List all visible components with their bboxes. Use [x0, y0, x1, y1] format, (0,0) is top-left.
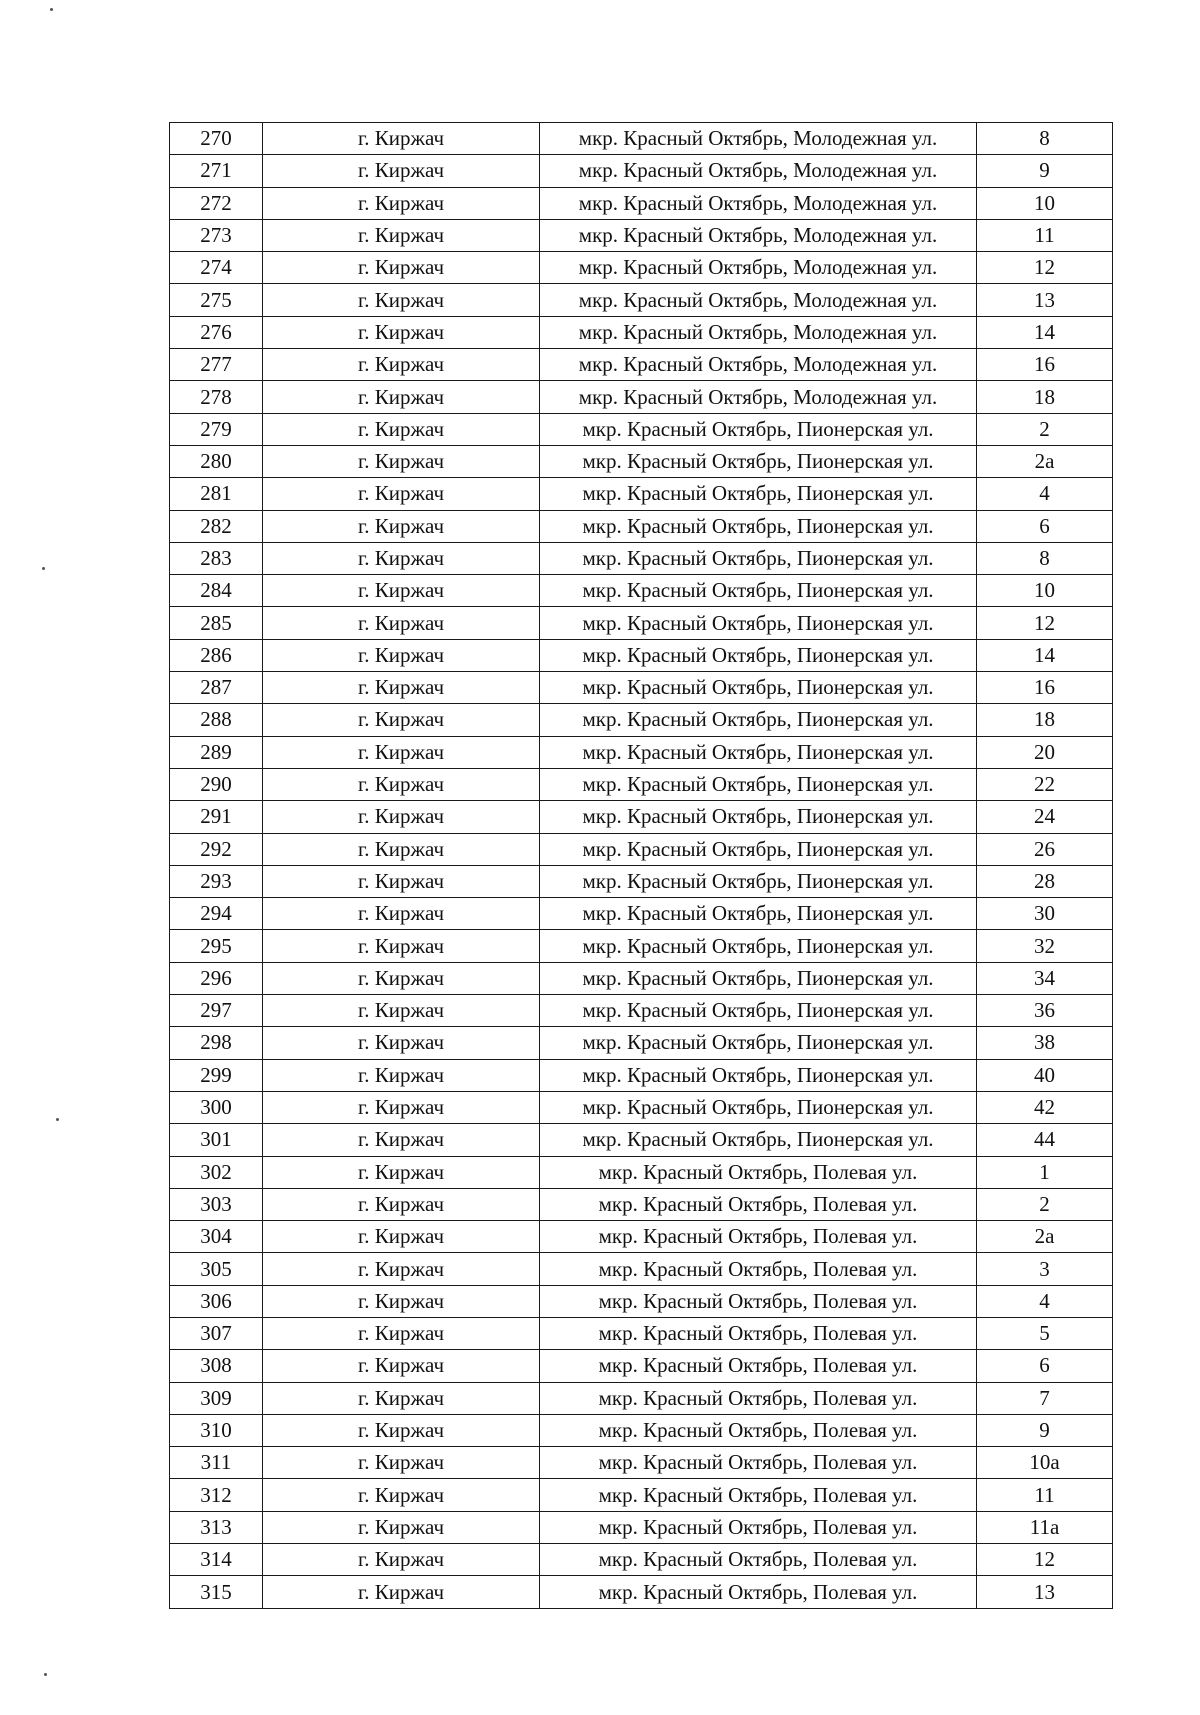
street-cell: мкр. Красный Октябрь, Полевая ул.: [540, 1479, 977, 1511]
street-cell: мкр. Красный Октябрь, Пионерская ул.: [540, 1124, 977, 1156]
table-row: [170, 1124, 1113, 1156]
row-number-cell: 304: [170, 1221, 263, 1253]
scan-speck: [50, 8, 53, 11]
house-number-cell: 30: [977, 898, 1113, 930]
table-row: [170, 123, 1113, 155]
city-cell: г. Киржач: [263, 1447, 540, 1479]
street-cell: мкр. Красный Октябрь, Полевая ул.: [540, 1447, 977, 1479]
city-cell: г. Киржач: [263, 1285, 540, 1317]
street-cell: мкр. Красный Октябрь, Пионерская ул.: [540, 1059, 977, 1091]
street-cell: мкр. Красный Октябрь, Молодежная ул.: [540, 219, 977, 251]
table-row: [170, 1285, 1113, 1317]
table-row: [170, 704, 1113, 736]
house-number-cell: 32: [977, 930, 1113, 962]
row-number-cell: 288: [170, 704, 263, 736]
house-number-cell: 42: [977, 1091, 1113, 1123]
table-row: [170, 1479, 1113, 1511]
row-number-cell: 308: [170, 1350, 263, 1382]
house-number-cell: 6: [977, 510, 1113, 542]
row-number-cell: 291: [170, 801, 263, 833]
city-cell: г. Киржач: [263, 607, 540, 639]
row-number-cell: 285: [170, 607, 263, 639]
table-row: [170, 962, 1113, 994]
street-cell: мкр. Красный Октябрь, Полевая ул.: [540, 1221, 977, 1253]
row-number-cell: 296: [170, 962, 263, 994]
address-table-body: [170, 123, 1113, 1609]
row-number-cell: 283: [170, 542, 263, 574]
house-number-cell: 7: [977, 1382, 1113, 1414]
house-number-cell: 4: [977, 1285, 1113, 1317]
street-cell: мкр. Красный Октябрь, Молодежная ул.: [540, 349, 977, 381]
street-cell: мкр. Красный Октябрь, Пионерская ул.: [540, 672, 977, 704]
city-cell: г. Киржач: [263, 284, 540, 316]
table-row: [170, 801, 1113, 833]
row-number-cell: 271: [170, 155, 263, 187]
house-number-cell: 4: [977, 478, 1113, 510]
table-row: [170, 898, 1113, 930]
city-cell: г. Киржач: [263, 736, 540, 768]
house-number-cell: 34: [977, 962, 1113, 994]
row-number-cell: 280: [170, 445, 263, 477]
row-number-cell: 284: [170, 575, 263, 607]
city-cell: г. Киржач: [263, 123, 540, 155]
house-number-cell: 40: [977, 1059, 1113, 1091]
row-number-cell: 270: [170, 123, 263, 155]
city-cell: г. Киржач: [263, 1253, 540, 1285]
house-number-cell: 36: [977, 995, 1113, 1027]
table-row: [170, 833, 1113, 865]
street-cell: мкр. Красный Октябрь, Полевая ул.: [540, 1285, 977, 1317]
street-cell: мкр. Красный Октябрь, Молодежная ул.: [540, 381, 977, 413]
city-cell: г. Киржач: [263, 1479, 540, 1511]
table-row: [170, 575, 1113, 607]
city-cell: г. Киржач: [263, 1317, 540, 1349]
house-number-cell: 12: [977, 252, 1113, 284]
city-cell: г. Киржач: [263, 1156, 540, 1188]
city-cell: г. Киржач: [263, 478, 540, 510]
city-cell: г. Киржач: [263, 316, 540, 348]
city-cell: г. Киржач: [263, 349, 540, 381]
city-cell: г. Киржач: [263, 187, 540, 219]
table-row: [170, 1059, 1113, 1091]
table-row: [170, 1253, 1113, 1285]
street-cell: мкр. Красный Октябрь, Полевая ул.: [540, 1188, 977, 1220]
street-cell: мкр. Красный Октябрь, Пионерская ул.: [540, 930, 977, 962]
city-cell: г. Киржач: [263, 962, 540, 994]
street-cell: мкр. Красный Октябрь, Молодежная ул.: [540, 252, 977, 284]
house-number-cell: 18: [977, 704, 1113, 736]
house-number-cell: 11а: [977, 1511, 1113, 1543]
street-cell: мкр. Красный Октябрь, Полевая ул.: [540, 1544, 977, 1576]
house-number-cell: 11: [977, 219, 1113, 251]
table-row: [170, 542, 1113, 574]
house-number-cell: 13: [977, 284, 1113, 316]
city-cell: г. Киржач: [263, 542, 540, 574]
city-cell: г. Киржач: [263, 1414, 540, 1446]
row-number-cell: 307: [170, 1317, 263, 1349]
row-number-cell: 279: [170, 413, 263, 445]
street-cell: мкр. Красный Октябрь, Полевая ул.: [540, 1511, 977, 1543]
table-row: [170, 349, 1113, 381]
street-cell: мкр. Красный Октябрь, Пионерская ул.: [540, 639, 977, 671]
city-cell: г. Киржач: [263, 252, 540, 284]
street-cell: мкр. Красный Октябрь, Полевая ул.: [540, 1382, 977, 1414]
street-cell: мкр. Красный Октябрь, Пионерская ул.: [540, 478, 977, 510]
city-cell: г. Киржач: [263, 1124, 540, 1156]
house-number-cell: 5: [977, 1317, 1113, 1349]
city-cell: г. Киржач: [263, 413, 540, 445]
street-cell: мкр. Красный Октябрь, Пионерская ул.: [540, 833, 977, 865]
city-cell: г. Киржач: [263, 768, 540, 800]
city-cell: г. Киржач: [263, 1188, 540, 1220]
house-number-cell: 20: [977, 736, 1113, 768]
city-cell: г. Киржач: [263, 833, 540, 865]
table-row: [170, 1156, 1113, 1188]
house-number-cell: 10: [977, 187, 1113, 219]
table-row: [170, 1317, 1113, 1349]
row-number-cell: 295: [170, 930, 263, 962]
row-number-cell: 278: [170, 381, 263, 413]
table-row: [170, 1027, 1113, 1059]
scan-speck: [44, 1673, 47, 1676]
city-cell: г. Киржач: [263, 155, 540, 187]
city-cell: г. Киржач: [263, 575, 540, 607]
city-cell: г. Киржач: [263, 704, 540, 736]
house-number-cell: 28: [977, 865, 1113, 897]
city-cell: г. Киржач: [263, 445, 540, 477]
house-number-cell: 10: [977, 575, 1113, 607]
house-number-cell: 18: [977, 381, 1113, 413]
city-cell: г. Киржач: [263, 1544, 540, 1576]
street-cell: мкр. Красный Октябрь, Молодежная ул.: [540, 155, 977, 187]
street-cell: мкр. Красный Октябрь, Полевая ул.: [540, 1253, 977, 1285]
table-row: [170, 736, 1113, 768]
table-row: [170, 1544, 1113, 1576]
row-number-cell: 299: [170, 1059, 263, 1091]
row-number-cell: 306: [170, 1285, 263, 1317]
street-cell: мкр. Красный Октябрь, Пионерская ул.: [540, 445, 977, 477]
row-number-cell: 303: [170, 1188, 263, 1220]
table-row: [170, 1091, 1113, 1123]
row-number-cell: 281: [170, 478, 263, 510]
street-cell: мкр. Красный Октябрь, Молодежная ул.: [540, 316, 977, 348]
row-number-cell: 273: [170, 219, 263, 251]
city-cell: г. Киржач: [263, 865, 540, 897]
table-row: [170, 155, 1113, 187]
table-row: [170, 1447, 1113, 1479]
row-number-cell: 310: [170, 1414, 263, 1446]
street-cell: мкр. Красный Октябрь, Молодежная ул.: [540, 123, 977, 155]
row-number-cell: 300: [170, 1091, 263, 1123]
house-number-cell: 2: [977, 413, 1113, 445]
city-cell: г. Киржач: [263, 930, 540, 962]
table-row: [170, 1382, 1113, 1414]
house-number-cell: 8: [977, 542, 1113, 574]
street-cell: мкр. Красный Октябрь, Пионерская ул.: [540, 768, 977, 800]
city-cell: г. Киржач: [263, 1091, 540, 1123]
house-number-cell: 44: [977, 1124, 1113, 1156]
row-number-cell: 302: [170, 1156, 263, 1188]
table-row: [170, 445, 1113, 477]
street-cell: мкр. Красный Октябрь, Пионерская ул.: [540, 575, 977, 607]
street-cell: мкр. Красный Октябрь, Пионерская ул.: [540, 413, 977, 445]
row-number-cell: 298: [170, 1027, 263, 1059]
house-number-cell: 16: [977, 672, 1113, 704]
row-number-cell: 290: [170, 768, 263, 800]
city-cell: г. Киржач: [263, 1027, 540, 1059]
house-number-cell: 9: [977, 155, 1113, 187]
row-number-cell: 292: [170, 833, 263, 865]
street-cell: мкр. Красный Октябрь, Пионерская ул.: [540, 962, 977, 994]
city-cell: г. Киржач: [263, 1382, 540, 1414]
house-number-cell: 26: [977, 833, 1113, 865]
street-cell: мкр. Красный Октябрь, Пионерская ул.: [540, 736, 977, 768]
city-cell: г. Киржач: [263, 1221, 540, 1253]
row-number-cell: 311: [170, 1447, 263, 1479]
table-row: [170, 995, 1113, 1027]
table-row: [170, 187, 1113, 219]
street-cell: мкр. Красный Октябрь, Молодежная ул.: [540, 187, 977, 219]
house-number-cell: 14: [977, 639, 1113, 671]
house-number-cell: 10а: [977, 1447, 1113, 1479]
table-row: [170, 930, 1113, 962]
table-row: [170, 478, 1113, 510]
table-row: [170, 1511, 1113, 1543]
house-number-cell: 22: [977, 768, 1113, 800]
city-cell: г. Киржач: [263, 672, 540, 704]
row-number-cell: 282: [170, 510, 263, 542]
table-row: [170, 252, 1113, 284]
street-cell: мкр. Красный Октябрь, Пионерская ул.: [540, 510, 977, 542]
street-cell: мкр. Красный Октябрь, Пионерская ул.: [540, 1091, 977, 1123]
house-number-cell: 2а: [977, 1221, 1113, 1253]
house-number-cell: 12: [977, 607, 1113, 639]
table-row: [170, 768, 1113, 800]
city-cell: г. Киржач: [263, 801, 540, 833]
street-cell: мкр. Красный Октябрь, Полевая ул.: [540, 1317, 977, 1349]
table-row: [170, 672, 1113, 704]
table-row: [170, 284, 1113, 316]
row-number-cell: 313: [170, 1511, 263, 1543]
table-row: [170, 381, 1113, 413]
row-number-cell: 289: [170, 736, 263, 768]
row-number-cell: 315: [170, 1576, 263, 1608]
street-cell: мкр. Красный Октябрь, Полевая ул.: [540, 1156, 977, 1188]
table-row: [170, 607, 1113, 639]
table-row: [170, 1414, 1113, 1446]
street-cell: мкр. Красный Октябрь, Пионерская ул.: [540, 995, 977, 1027]
street-cell: мкр. Красный Октябрь, Полевая ул.: [540, 1414, 977, 1446]
city-cell: г. Киржач: [263, 1511, 540, 1543]
street-cell: мкр. Красный Октябрь, Пионерская ул.: [540, 1027, 977, 1059]
street-cell: мкр. Красный Октябрь, Полевая ул.: [540, 1576, 977, 1608]
street-cell: мкр. Красный Октябрь, Пионерская ул.: [540, 704, 977, 736]
row-number-cell: 293: [170, 865, 263, 897]
house-number-cell: 9: [977, 1414, 1113, 1446]
table-row: [170, 639, 1113, 671]
row-number-cell: 286: [170, 639, 263, 671]
house-number-cell: 12: [977, 1544, 1113, 1576]
row-number-cell: 294: [170, 898, 263, 930]
city-cell: г. Киржач: [263, 510, 540, 542]
street-cell: мкр. Красный Октябрь, Пионерская ул.: [540, 898, 977, 930]
row-number-cell: 277: [170, 349, 263, 381]
house-number-cell: 38: [977, 1027, 1113, 1059]
row-number-cell: 301: [170, 1124, 263, 1156]
street-cell: мкр. Красный Октябрь, Пионерская ул.: [540, 801, 977, 833]
street-cell: мкр. Красный Октябрь, Пионерская ул.: [540, 542, 977, 574]
row-number-cell: 272: [170, 187, 263, 219]
house-number-cell: 8: [977, 123, 1113, 155]
house-number-cell: 3: [977, 1253, 1113, 1285]
table-row: [170, 219, 1113, 251]
table-row: [170, 510, 1113, 542]
row-number-cell: 297: [170, 995, 263, 1027]
city-cell: г. Киржач: [263, 639, 540, 671]
row-number-cell: 287: [170, 672, 263, 704]
address-table: [169, 122, 1113, 1609]
table-row: [170, 1188, 1113, 1220]
row-number-cell: 276: [170, 316, 263, 348]
house-number-cell: 14: [977, 316, 1113, 348]
street-cell: мкр. Красный Октябрь, Молодежная ул.: [540, 284, 977, 316]
city-cell: г. Киржач: [263, 995, 540, 1027]
street-cell: мкр. Красный Октябрь, Пионерская ул.: [540, 865, 977, 897]
table-row: [170, 1221, 1113, 1253]
scan-speck: [56, 1118, 59, 1121]
table-row: [170, 865, 1113, 897]
house-number-cell: 16: [977, 349, 1113, 381]
table-row: [170, 413, 1113, 445]
city-cell: г. Киржач: [263, 381, 540, 413]
row-number-cell: 312: [170, 1479, 263, 1511]
row-number-cell: 314: [170, 1544, 263, 1576]
city-cell: г. Киржач: [263, 1059, 540, 1091]
house-number-cell: 2: [977, 1188, 1113, 1220]
house-number-cell: 13: [977, 1576, 1113, 1608]
house-number-cell: 24: [977, 801, 1113, 833]
table-row: [170, 1350, 1113, 1382]
house-number-cell: 1: [977, 1156, 1113, 1188]
city-cell: г. Киржач: [263, 219, 540, 251]
city-cell: г. Киржач: [263, 1576, 540, 1608]
house-number-cell: 6: [977, 1350, 1113, 1382]
row-number-cell: 274: [170, 252, 263, 284]
table-row: [170, 1576, 1113, 1608]
house-number-cell: 2а: [977, 445, 1113, 477]
row-number-cell: 275: [170, 284, 263, 316]
table-row: [170, 316, 1113, 348]
street-cell: мкр. Красный Октябрь, Полевая ул.: [540, 1350, 977, 1382]
city-cell: г. Киржач: [263, 898, 540, 930]
row-number-cell: 309: [170, 1382, 263, 1414]
street-cell: мкр. Красный Октябрь, Пионерская ул.: [540, 607, 977, 639]
scan-speck: [42, 567, 45, 570]
city-cell: г. Киржач: [263, 1350, 540, 1382]
row-number-cell: 305: [170, 1253, 263, 1285]
house-number-cell: 11: [977, 1479, 1113, 1511]
